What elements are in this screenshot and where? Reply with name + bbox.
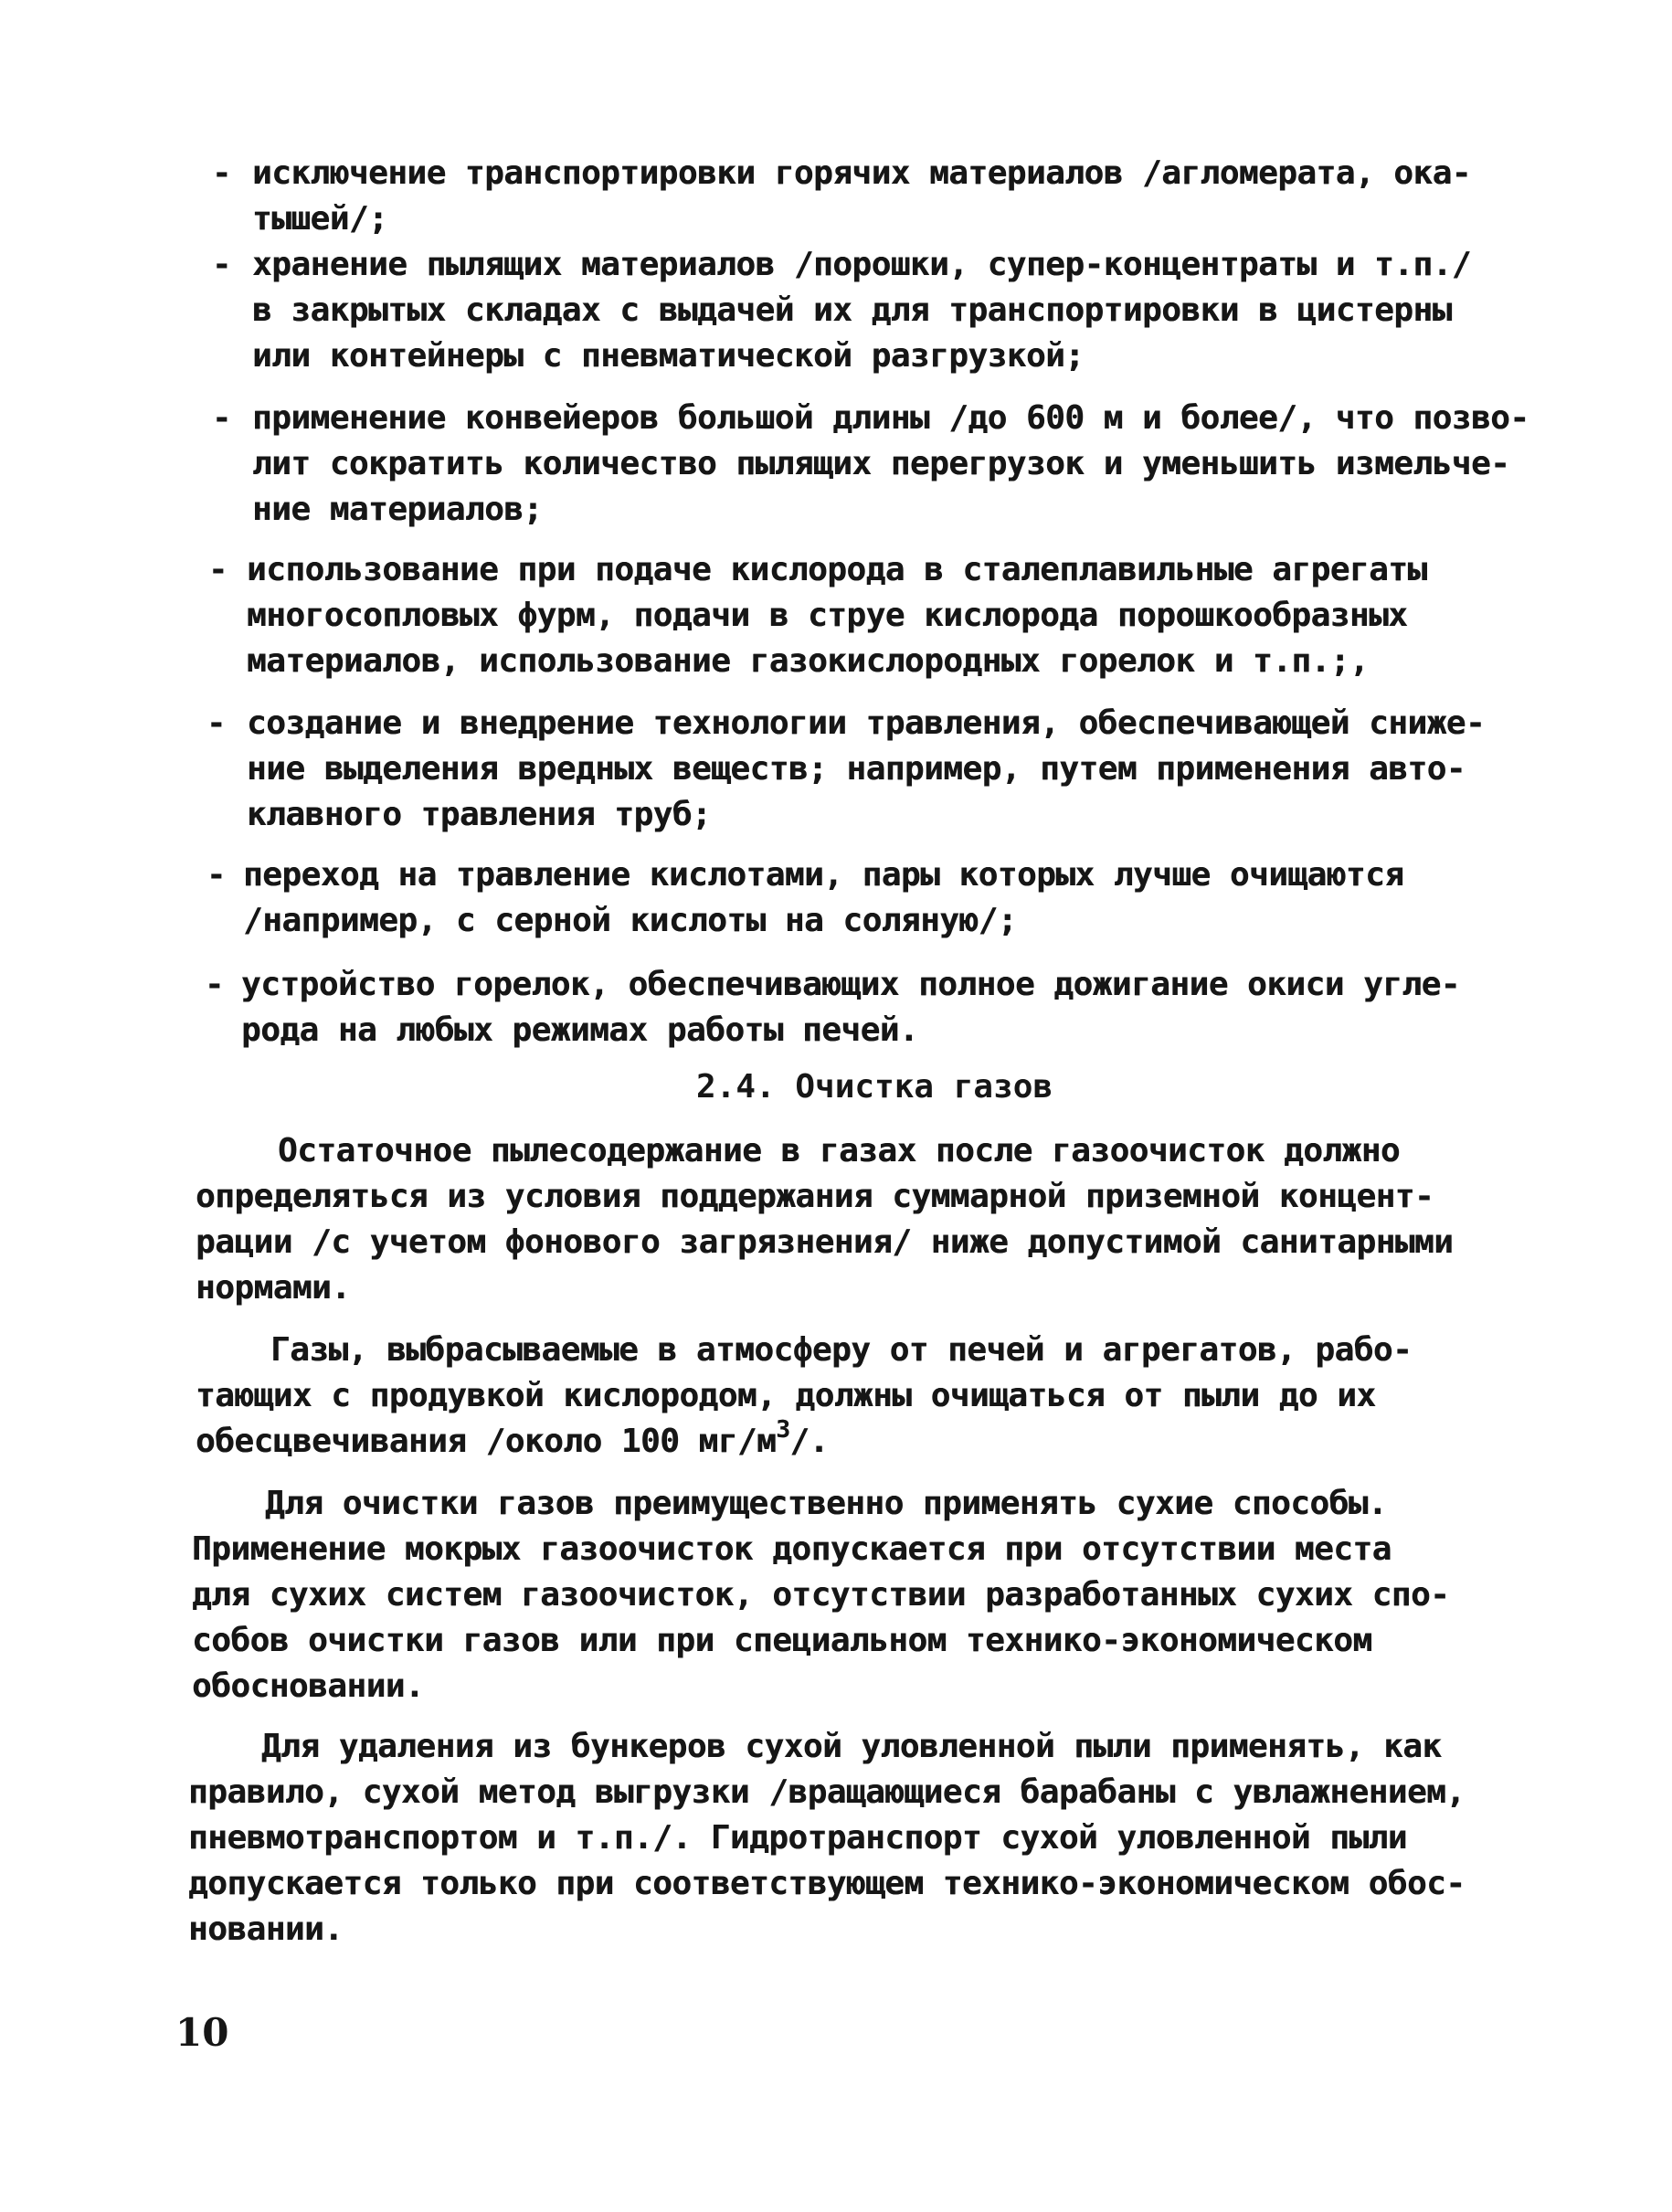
paragraph-3-line-4: собов очистки газов или при специальном технико-экономическом [192, 1622, 1372, 1659]
bullet-5-line-3: клавного травления труб; [247, 796, 712, 833]
paragraph-3-line-2: Применение мокрых газоочисток допускается при отсутствии места [192, 1530, 1392, 1568]
paragraph-4-line-2: правило, сухой метод выгрузки /вращающиеся барабаны с увлажнением, [188, 1773, 1466, 1811]
paragraph-2-line-1: Газы, выбрасываемые в атмосферу от печей и агрегатов, рабо- [270, 1331, 1413, 1369]
paragraph-4-line-4: допускается только при соответствующем технико-экономическом обос- [188, 1865, 1466, 1902]
bullet-1-line-2: тышей/; [252, 200, 388, 238]
bullet-3-line-2: лит сократить количество пылящих перегрузок и уменьшить измельче- [252, 445, 1510, 482]
paragraph-3-line-1: Для очистки газов преимущественно применять сухие способы. [265, 1485, 1388, 1522]
paragraph-2-line-3-text: обесцвечивания /около 100 мг/м [196, 1423, 777, 1460]
paragraph-2-line-2: тающих с продувкой кислородом, должны очищаться от пыли до их [196, 1377, 1376, 1414]
bullet-2-line-3: или контейнеры с пневматической разгрузкой; [252, 337, 1085, 375]
paragraph-2-line-3-tail: /. [789, 1423, 829, 1460]
bullet-5-line-1: создание и внедрение технологии травления, обеспечивающей сниже- [247, 704, 1486, 742]
bullet-marker: - [205, 966, 225, 1003]
bullet-4-line-1: использование при подаче кислорода в сталеплавильные агрегаты [247, 551, 1427, 588]
paragraph-4-line-1: Для удаления из бункеров сухой уловленной пыли применять, как [261, 1728, 1442, 1765]
bullet-marker: - [212, 399, 232, 437]
bullet-2-line-1: хранение пылящих материалов /порошки, супер-концентраты и т.п./ [252, 246, 1471, 283]
paragraph-2-line-3 [196, 1416, 829, 1460]
paragraph-1-line-3: рации /с учетом фонового загрязнения/ ниже допустимой санитарными [196, 1223, 1454, 1261]
bullet-3-line-1: применение конвейеров большой длины /до 600 м и более/, что позво- [252, 399, 1529, 437]
paragraph-1-line-4: нормами. [196, 1269, 351, 1307]
cubic-superscript: 3 [776, 1416, 790, 1444]
bullet-marker: - [212, 246, 232, 283]
bullet-marker: - [206, 704, 227, 742]
bullet-4-line-3: материалов, использование газокислородных горелок и т.п.;, [247, 642, 1370, 680]
bullet-7-line-2: рода на любых режимах работы печей. [241, 1011, 919, 1049]
bullet-6-line-1: переход на травление кислотами, пары которых лучше очищаются [243, 856, 1404, 894]
bullet-6-line-2: /например, с серной кислоты на соляную/; [243, 902, 1017, 939]
bullet-2-line-2: в закрытых складах с выдачей их для транспортировки в цистерны [252, 291, 1452, 329]
paragraph-3-line-5: обосновании. [192, 1667, 425, 1705]
section-heading: 2.4. Очистка газов [696, 1068, 1053, 1106]
bullet-3-line-3: ние материалов; [252, 491, 543, 528]
bullet-marker: - [212, 154, 232, 192]
bullet-7-line-1: устройство горелок, обеспечивающих полное дожигание окиси угле- [241, 966, 1460, 1003]
paragraph-1-line-1: Остаточное пылесодержание в газах после газоочисток должно [278, 1132, 1401, 1170]
paragraph-1-line-2: определяться из условия поддержания суммарной приземной концент- [196, 1178, 1434, 1215]
bullet-4-line-2: многосопловых фурм, подачи в струе кислорода порошкообразных [247, 597, 1408, 634]
bullet-marker: - [208, 551, 228, 588]
paragraph-3-line-3: для сухих систем газоочисток, отсутствии разработанных сухих спо- [192, 1576, 1450, 1614]
bullet-1-line-1: исключение транспортировки горячих материалов /агломерата, ока- [252, 154, 1471, 192]
bullet-marker: - [206, 856, 227, 894]
page-number: 10 [175, 2010, 229, 2055]
paragraph-4-line-5: новании. [188, 1910, 344, 1948]
bullet-5-line-2: ние выделения вредных веществ; например, путем применения авто- [247, 750, 1466, 788]
paragraph-4-line-3: пневмотранспортом и т.п./. Гидротранспорт сухой уловленной пыли [188, 1819, 1407, 1857]
